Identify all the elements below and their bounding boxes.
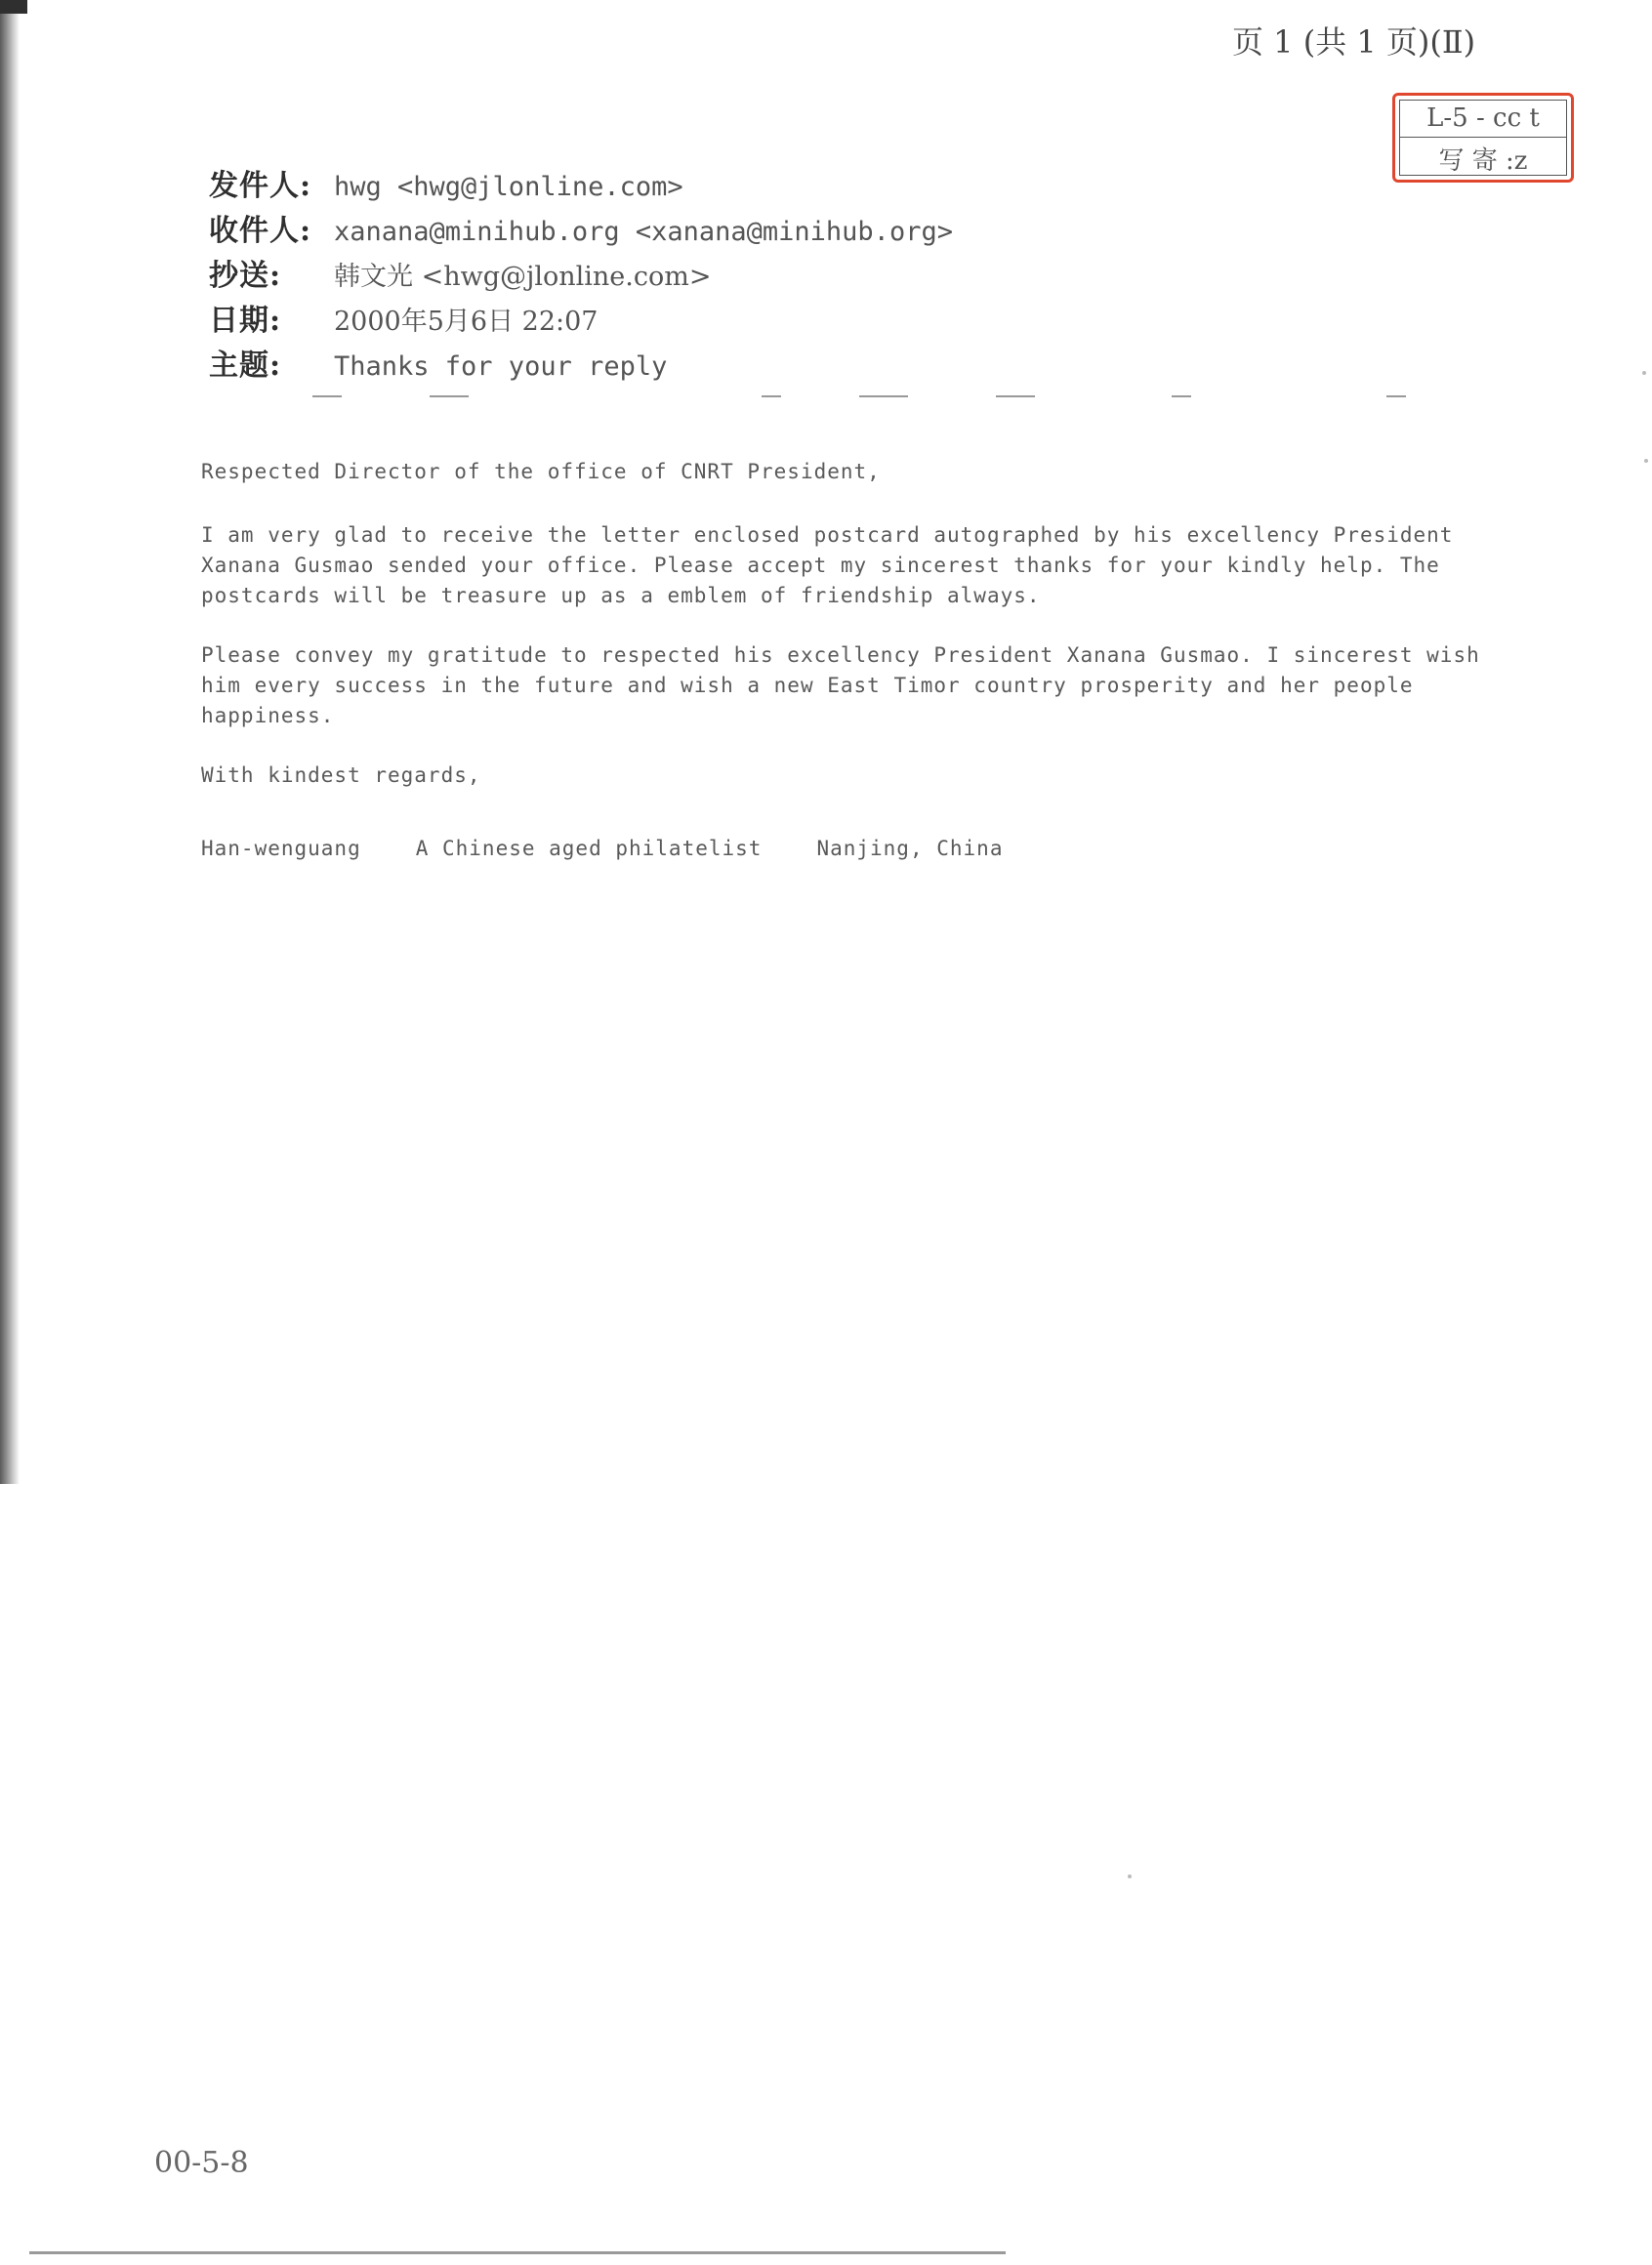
stamp-divider [1399, 137, 1567, 138]
header-row-cc [209, 251, 953, 296]
scan-speck [1128, 1874, 1132, 1878]
scan-edge-left [0, 0, 20, 1484]
subject-value: Thanks for your reply [334, 351, 668, 382]
header-row-subject [209, 341, 953, 386]
closing: With kindest regards, [201, 763, 481, 787]
scan-edge-corner [0, 0, 27, 14]
salutation: Respected Director of the office of CNRT President, [201, 460, 881, 483]
body-paragraph-1: I am very glad to receive the letter enclosed postcard autographed by his excellency President Xanana Gusmao sended your office. Please accept my sincerest thanks for your kindly help. The postcards will be treasure up as a emblem of friendship always. [201, 523, 1454, 607]
scan-edge-bottom [29, 2251, 1006, 2254]
subject-label: 主题: [209, 349, 282, 383]
cc-value: 韩文光 <hwg@jlonline.com> [334, 262, 712, 292]
signature-location: Nanjing, China [816, 837, 1004, 860]
email-body [201, 457, 1500, 864]
stamp-line-2: 写 寄 :z [1438, 146, 1528, 176]
to-value: xanana@minihub.org <xanana@minihub.org> [334, 217, 953, 247]
email-header [209, 161, 953, 386]
page-indicator: 页 1 (共 1 页)(Ⅱ) [1232, 23, 1476, 61]
body-paragraph-2: Please convey my gratitude to respected his excellency President Xanana Gusmao. I sincerest wish him every success in the future and wish a new East Timor country prosperity and her people happiness. [201, 643, 1480, 727]
header-row-date [209, 296, 953, 341]
scan-speck [1644, 459, 1648, 463]
cc-label: 抄送: [209, 259, 282, 293]
date-value: 2000年5月6日 22:07 [334, 307, 599, 337]
from-value: hwg <hwg@jlonline.com> [334, 172, 683, 202]
signature [201, 834, 1500, 864]
signature-title: A Chinese aged philatelist [415, 837, 763, 860]
signature-name: Han-wenguang [201, 837, 361, 860]
date-label: 日期: [209, 304, 282, 338]
stamp-line-1: L-5 - cc t [1426, 103, 1540, 133]
footer-date: 00-5-8 [154, 2146, 249, 2180]
header-row-to [209, 206, 953, 251]
header-separator [312, 395, 1425, 397]
to-label: 收件人: [209, 214, 312, 248]
archive-stamp [1392, 93, 1574, 183]
scan-speck [1642, 371, 1646, 375]
header-row-from [209, 161, 953, 206]
from-label: 发件人: [209, 169, 312, 203]
